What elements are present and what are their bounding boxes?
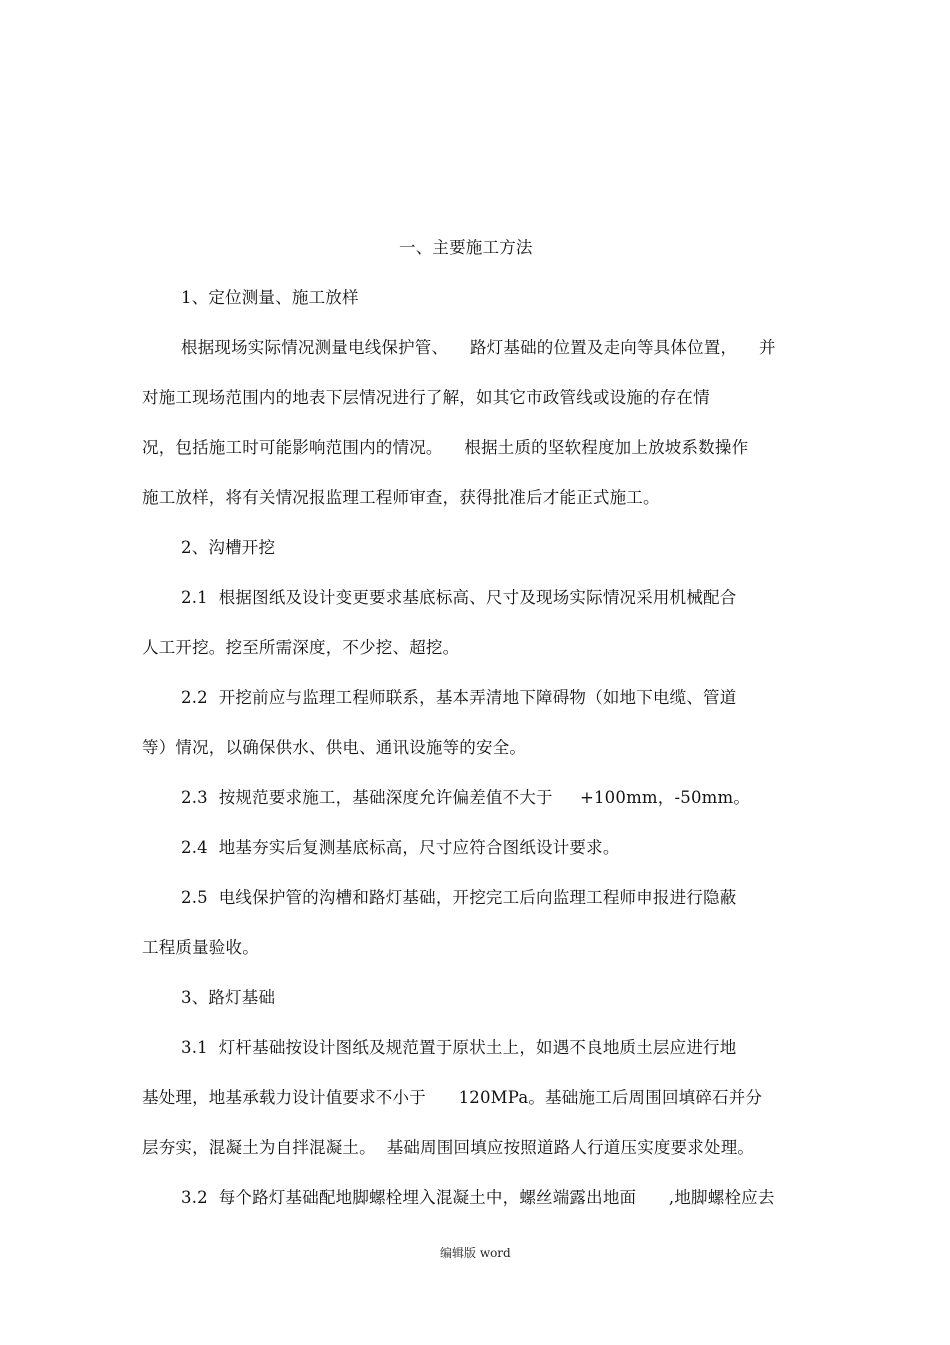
paragraph-line: 2.1 根据图纸及设计变更要求基底标高、尺寸及现场实际情况采用机械配合 xyxy=(181,588,737,607)
paragraph-line: 对施工现场范围内的地表下层情况进行了解，如其它市政管线或设施的存在情 xyxy=(142,388,710,407)
paragraph-line: 3.2 每个路灯基础配地脚螺栓埋入混凝土中，螺丝端露出地面 ,地脚螺栓应去 xyxy=(181,1188,775,1207)
paragraph-line: 3.1 灯杆基础按设计图纸及规范置于原状土上，如遇不良地质土层应进行地 xyxy=(181,1038,737,1057)
paragraph-line: 层夯实，混凝土为自拌混凝土。 基础周围回填应按照道路人行道压实度要求处理。 xyxy=(142,1138,755,1157)
paragraph-line: 工程质量验收。 xyxy=(142,938,259,957)
subheading-1: 1、定位测量、施工放样 xyxy=(181,288,359,307)
paragraph-line: 基处理，地基承载力设计值要求不小于 120MPa。基础施工后周围回填碎石并分 xyxy=(142,1088,763,1107)
subheading-2: 2、沟槽开挖 xyxy=(181,538,276,557)
paragraph-line: 施工放样，将有关情况报监理工程师审查，获得批准后才能正式施工。 xyxy=(142,488,660,507)
paragraph-line: 等）情况，以确保供水、供电、通讯设施等的安全。 xyxy=(142,738,527,757)
paragraph-line: 人工开挖。挖至所需深度，不少挖、超挖。 xyxy=(142,638,460,657)
section-title: 一、主要施工方法 xyxy=(399,238,533,257)
paragraph-line: 2.5 电线保护管的沟槽和路灯基础，开挖完工后向监理工程师申报进行隐蔽 xyxy=(181,888,737,907)
paragraph-line: 况，包括施工时可能影响范围内的情况。 根据土质的坚软程度加上放坡系数操作 xyxy=(142,438,749,457)
paragraph-line: 2.2 开挖前应与监理工程师联系，基本弄清地下障碍物（如地下电缆、管道 xyxy=(181,688,737,707)
paragraph-line: 根据现场实际情况测量电线保护管、 路灯基础的位置及走向等具体位置， 并 xyxy=(181,338,776,357)
paragraph-line: 2.3 按规范要求施工，基础深度允许偏差值不大于 +100mm，-50mm。 xyxy=(181,788,751,807)
paragraph-line: 2.4 地基夯实后复测基底标高，尺寸应符合图纸设计要求。 xyxy=(181,838,620,857)
page-footer: 编辑版 word xyxy=(440,1246,511,1260)
subheading-3: 3、路灯基础 xyxy=(181,988,276,1007)
